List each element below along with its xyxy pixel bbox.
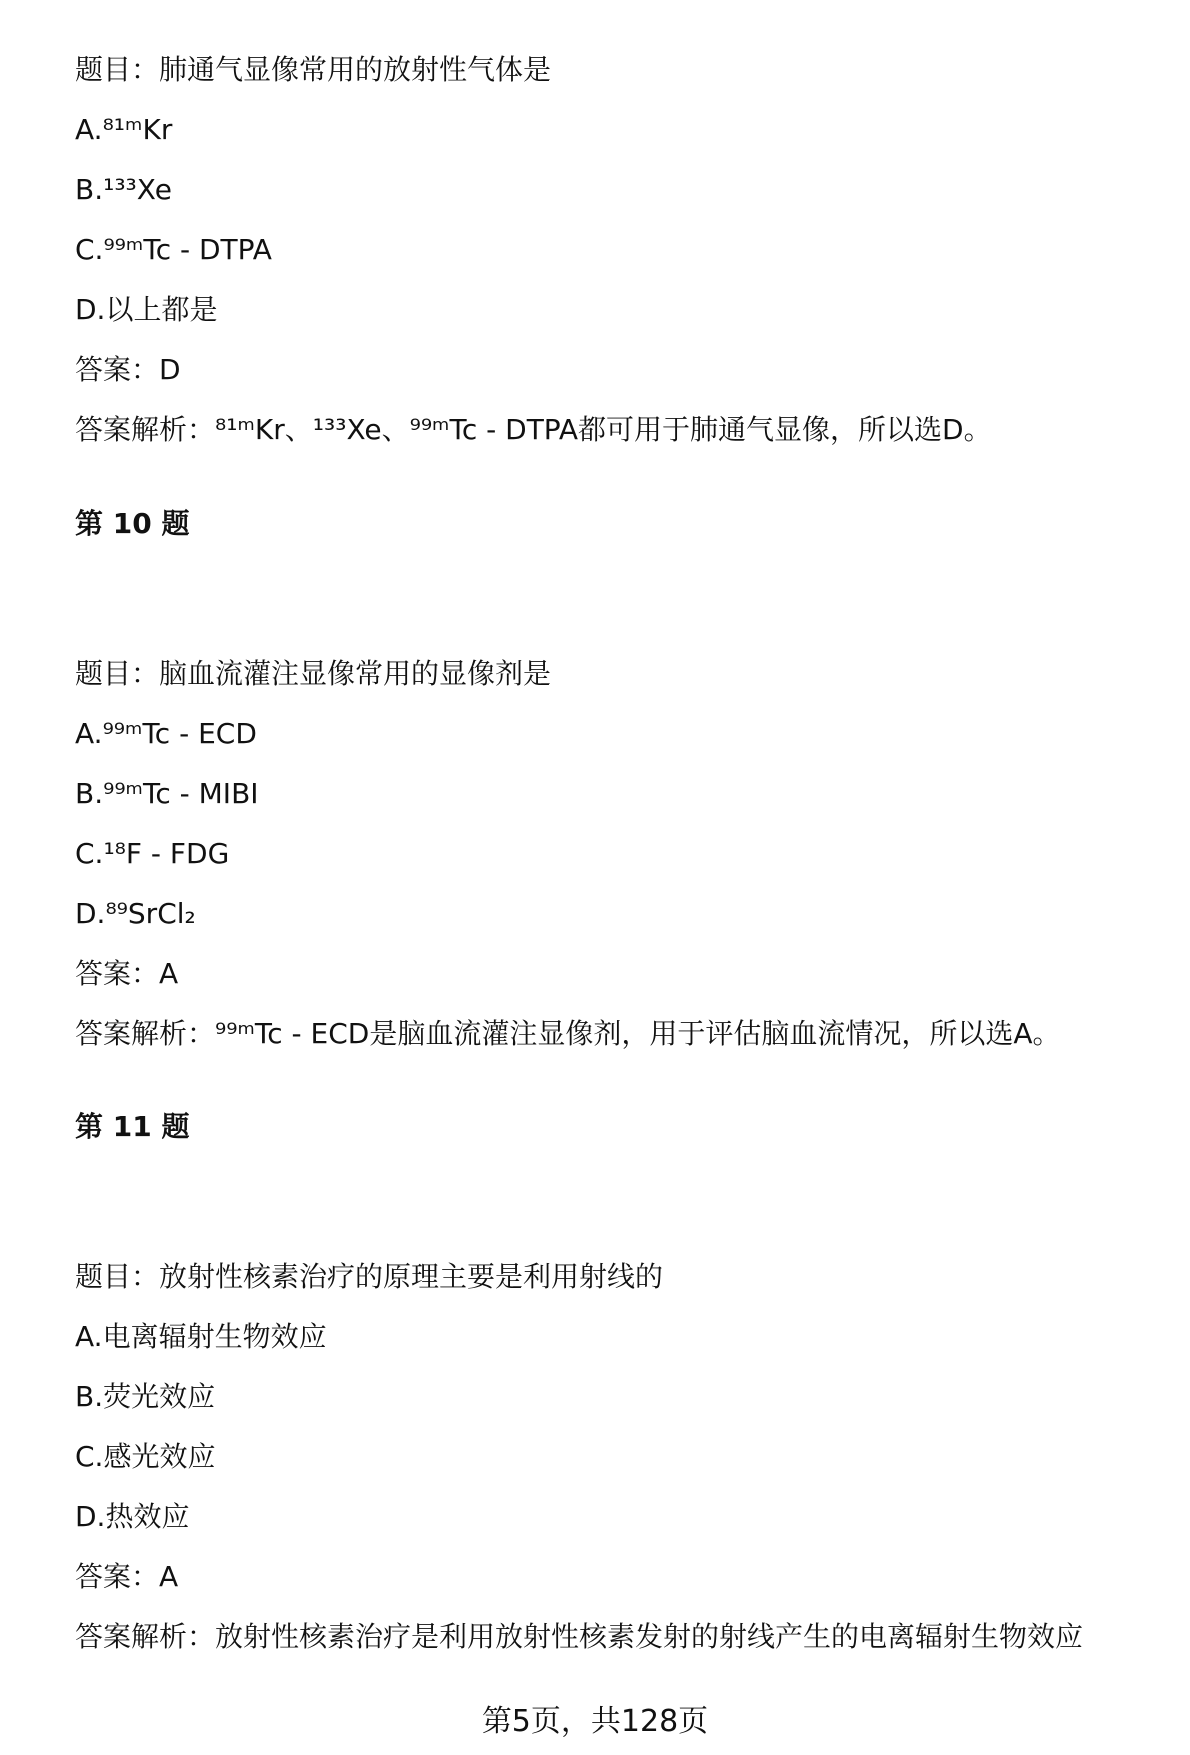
option-b: B.荧光效应: [75, 1380, 216, 1413]
answer-explanation: 答案解析：放射性核素治疗是利用放射性核素发射的射线产生的电离辐射生物效应: [75, 1620, 1084, 1653]
answer-explanation: 答案解析：⁸¹ᵐKr、¹³³Xe、⁹⁹ᵐTc - DTPA都可用于肺通气显像，所以选D。: [75, 413, 992, 446]
answer-explanation: 答案解析：⁹⁹ᵐTc - ECD是脑血流灌注显像剂，用于评估脑血流情况，所以选A。: [75, 1017, 1061, 1050]
answer: 答案：A: [75, 1560, 179, 1593]
option-b: B.¹³³Xe: [75, 173, 172, 206]
option-a: A.⁸¹ᵐKr: [75, 113, 173, 146]
page-footer: 第5页，共128页: [481, 1704, 709, 1739]
option-c: C.感光效应: [75, 1440, 216, 1473]
option-a: A.⁹⁹ᵐTc - ECD: [75, 717, 257, 750]
question-stem: 题目：放射性核素治疗的原理主要是利用射线的: [75, 1260, 664, 1293]
question-heading: 第 10 题: [75, 507, 190, 540]
option-c: C.¹⁸F - FDG: [75, 837, 230, 870]
option-c: C.⁹⁹ᵐTc - DTPA: [75, 233, 272, 266]
question-stem: 题目：肺通气显像常用的放射性气体是: [75, 53, 552, 86]
question-stem: 题目：脑血流灌注显像常用的显像剂是: [75, 657, 552, 690]
option-d: D.热效应: [75, 1500, 190, 1533]
answer: 答案：D: [75, 353, 181, 386]
question-heading: 第 11 题: [75, 1110, 190, 1143]
option-d: D.⁸⁹SrCl₂: [75, 897, 196, 930]
option-a: A.电离辐射生物效应: [75, 1320, 327, 1353]
answer: 答案：A: [75, 957, 179, 990]
option-b: B.⁹⁹ᵐTc - MIBI: [75, 777, 259, 810]
option-d: D.以上都是: [75, 293, 218, 326]
